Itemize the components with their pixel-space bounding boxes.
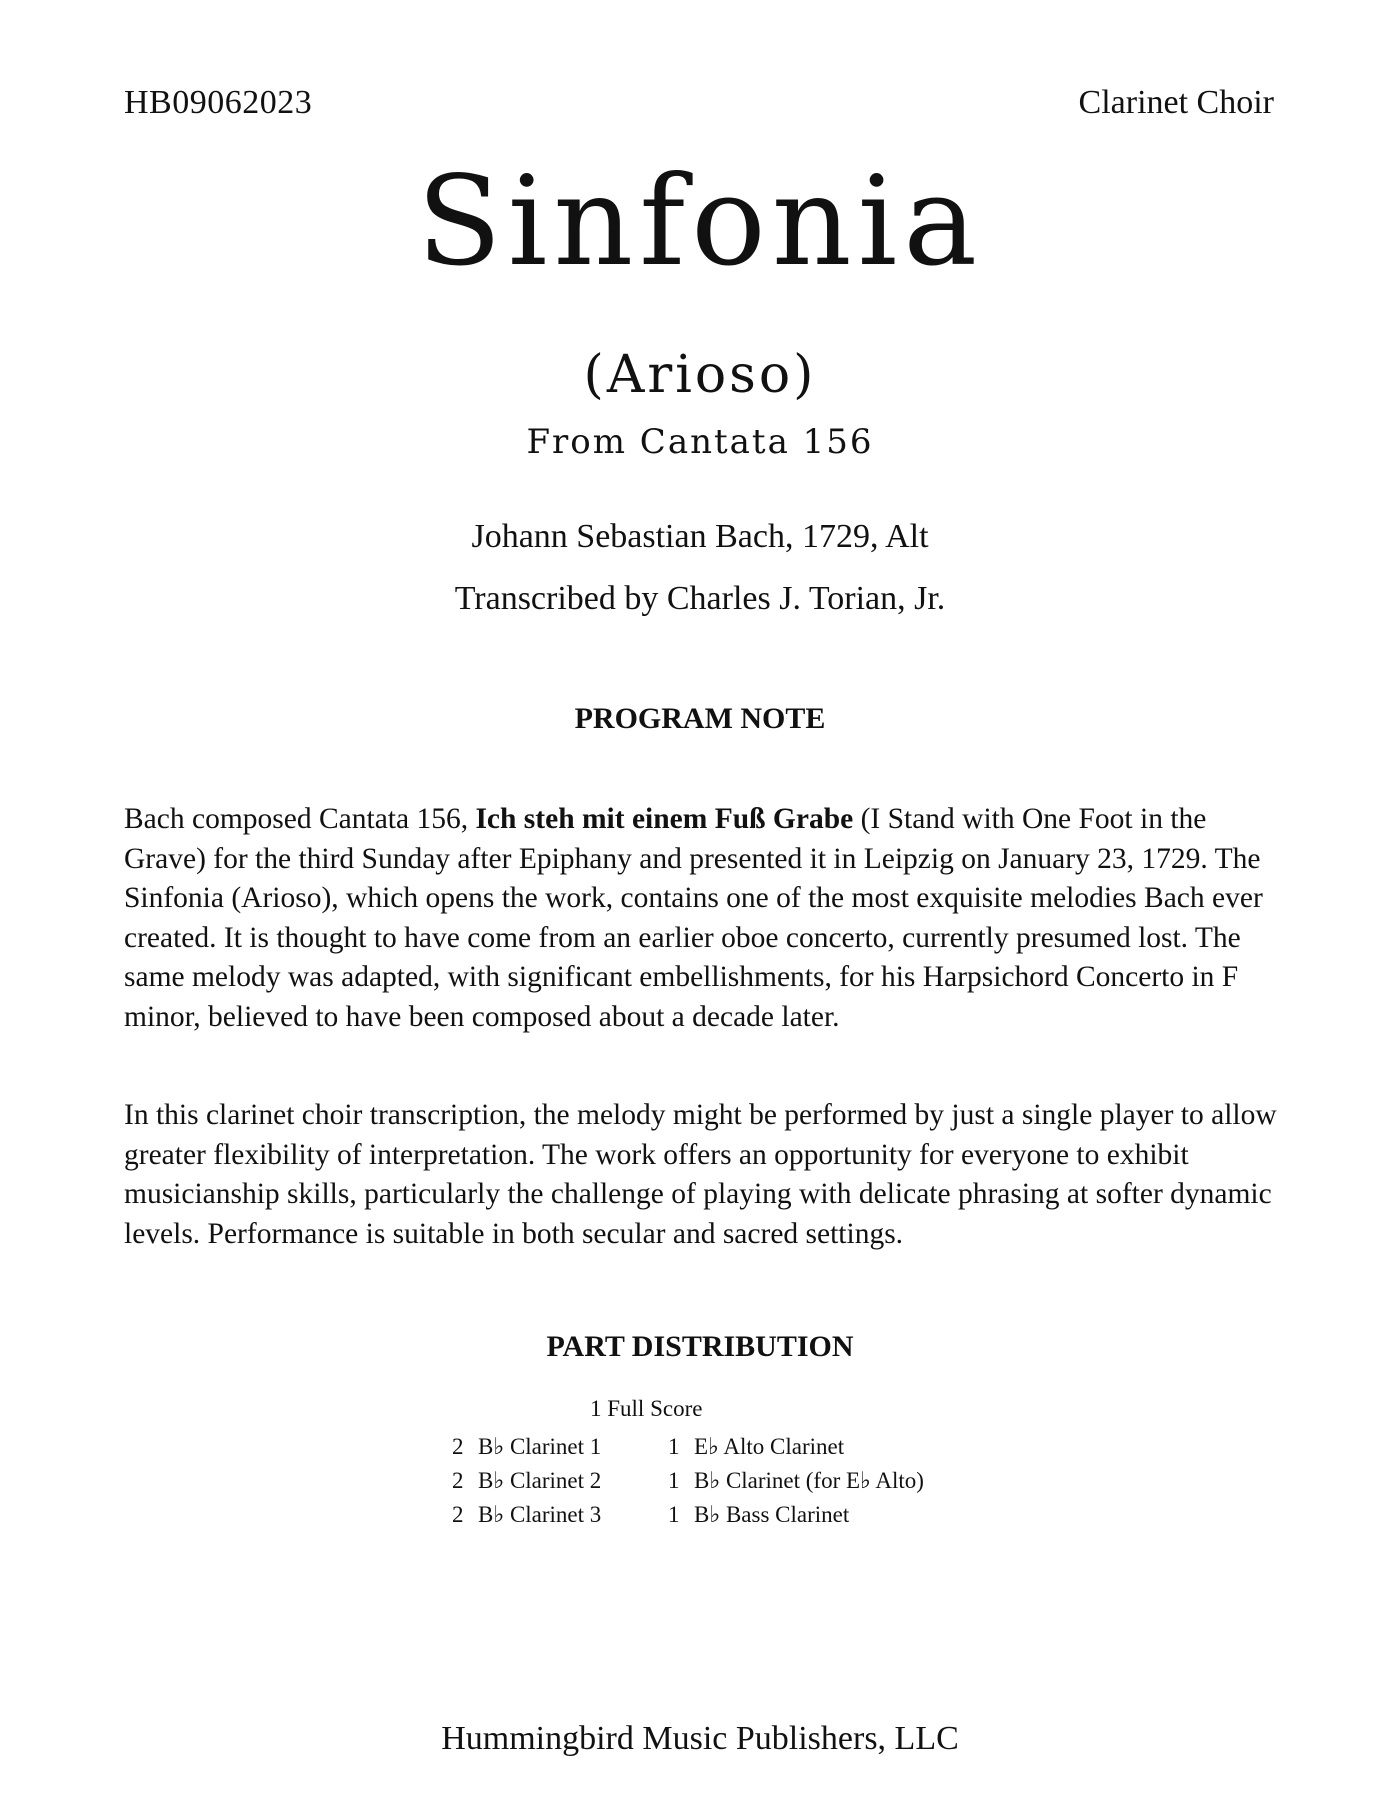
part-name: B♭ Clarinet 3 (478, 1502, 602, 1527)
part-quantity: 2 (452, 1434, 464, 1459)
part-name: B♭ Clarinet (for E♭ Alto) (694, 1468, 924, 1493)
piece-subtitle: (Arioso) (583, 345, 817, 405)
part-name: B♭ Bass Clarinet (694, 1502, 850, 1527)
parts-list-left (452, 1430, 601, 1532)
parts-list-right (668, 1430, 924, 1532)
part-distribution-heading: PART DISTRIBUTION (546, 1330, 854, 1363)
part-entry (668, 1430, 924, 1464)
part-entry (452, 1464, 601, 1498)
ensemble-name: Clarinet Choir (1078, 84, 1274, 121)
catalog-number: HB09062023 (124, 84, 313, 121)
note-text-rest: (I Stand with One Foot in the Grave) for the third Sunday after Epiphany and presented it in Leipzig on January 23, 1729. The Sinfonia (Arioso), which opens the work, contains one of the most exquisite melodies Bach ever created. It is thought to have come from an earlier oboe concerto, currently presumed lost. The same melody was adapted, with significant embellishments, for his Harpsichord Concerto in F minor, believed to have been composed about a decade later. (124, 803, 1263, 1033)
part-quantity: 1 (668, 1468, 680, 1493)
part-entry (668, 1498, 924, 1532)
note-text-lead: Bach composed Cantata 156, (124, 803, 476, 835)
part-quantity: 1 (590, 1396, 602, 1421)
part-quantity: 1 (668, 1502, 680, 1527)
program-note-paragraph-1 (124, 800, 1284, 1037)
transcriber-credit: Transcribed by Charles J. Torian, Jr. (454, 580, 946, 617)
part-quantity: 1 (668, 1434, 680, 1459)
program-note-heading: PROGRAM NOTE (574, 702, 826, 735)
part-entry (452, 1430, 601, 1464)
part-quantity: 2 (452, 1468, 464, 1493)
part-entry (668, 1464, 924, 1498)
publisher-name: Hummingbird Music Publishers, LLC (441, 1720, 959, 1757)
program-note-paragraph-2: In this clarinet choir transcription, the melody might be performed by just a single player to allow greater flexibility of interpretation. The work offers an opportunity for everyone to exhibit musicianship skills, particularly the challenge of playing with delicate phrasing at softer dynamic levels. Performance is suitable in both secular and sacred settings. (124, 1099, 1277, 1250)
composer-credit: Johann Sebastian Bach, 1729, Alt (471, 518, 929, 555)
full-score-entry (590, 1396, 702, 1422)
part-name: B♭ Clarinet 1 (478, 1434, 602, 1459)
part-quantity: 2 (452, 1502, 464, 1527)
piece-source: From Cantata 156 (526, 422, 874, 462)
piece-title: Sinfonia (416, 150, 984, 294)
part-name: E♭ Alto Clarinet (694, 1434, 845, 1459)
cantata-title: Ich steh mit einem Fuß Grabe (475, 803, 854, 835)
part-name: B♭ Clarinet 2 (478, 1468, 602, 1493)
part-entry (452, 1498, 601, 1532)
part-name: Full Score (607, 1396, 703, 1421)
